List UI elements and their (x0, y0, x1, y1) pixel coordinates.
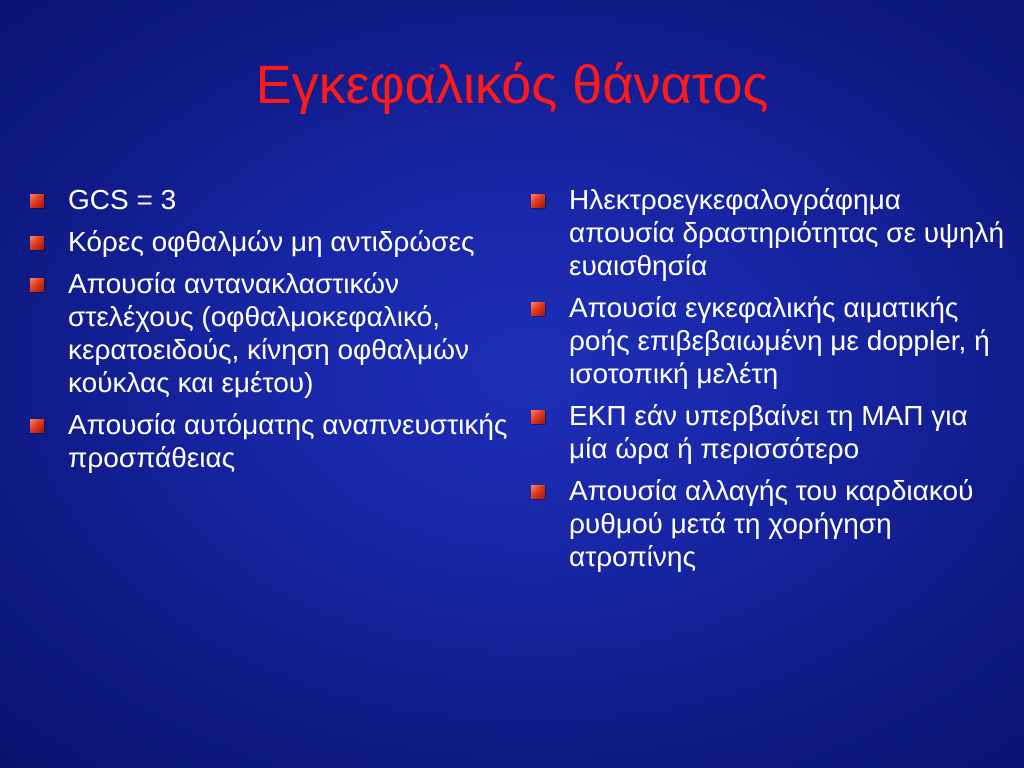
square-bullet-icon (30, 236, 44, 250)
bullet-text: GCS = 3 (68, 184, 177, 215)
list-item (30, 408, 516, 474)
list-item (531, 399, 1009, 465)
square-bullet-icon (30, 194, 44, 208)
bullet-text: Απουσία αυτόματης αναπνευστικής προσπάθειας (68, 409, 508, 473)
bullet-text: Απουσία αντανακλαστικών στελέχους (οφθαλμοκεφαλικό, κερατοειδούς, κίνηση οφθαλμών κούκλας και εμέτου) (68, 268, 469, 398)
right-bullet-list (531, 183, 1009, 582)
square-bullet-icon (531, 302, 545, 316)
bullet-text: Απουσία εγκεφαλικής αιματικής ροής επιβεβαιωμένη με doppler, ή ισοτοπική μελέτη (569, 292, 990, 389)
bullet-text: Ηλεκτροεγκεφαλογράφημα απουσία δραστηριότητας σε υψηλή ευαισθησία (569, 184, 1005, 281)
list-item (30, 183, 516, 216)
list-item (531, 183, 1009, 282)
list-item (531, 291, 1009, 390)
slide-title: Εγκεφαλικός θάνατος (255, 55, 769, 115)
bullet-text: Απουσία αλλαγής του καρδιακού ρυθμού μετά τη χορήγηση ατροπίνης (569, 475, 974, 572)
bullet-text: ΕΚΠ εάν υπερβαίνει τη ΜΑΠ για μία ώρα ή περισσότερο (569, 400, 968, 464)
list-item (30, 225, 516, 258)
square-bullet-icon (531, 410, 545, 424)
square-bullet-icon (531, 485, 545, 499)
list-item (30, 267, 516, 399)
list-item (531, 474, 1009, 573)
square-bullet-icon (30, 278, 44, 292)
bullet-text: Κόρες οφθαλμών μη αντιδρώσες (68, 226, 475, 257)
square-bullet-icon (531, 194, 545, 208)
left-bullet-list (30, 183, 516, 483)
square-bullet-icon (30, 419, 44, 433)
